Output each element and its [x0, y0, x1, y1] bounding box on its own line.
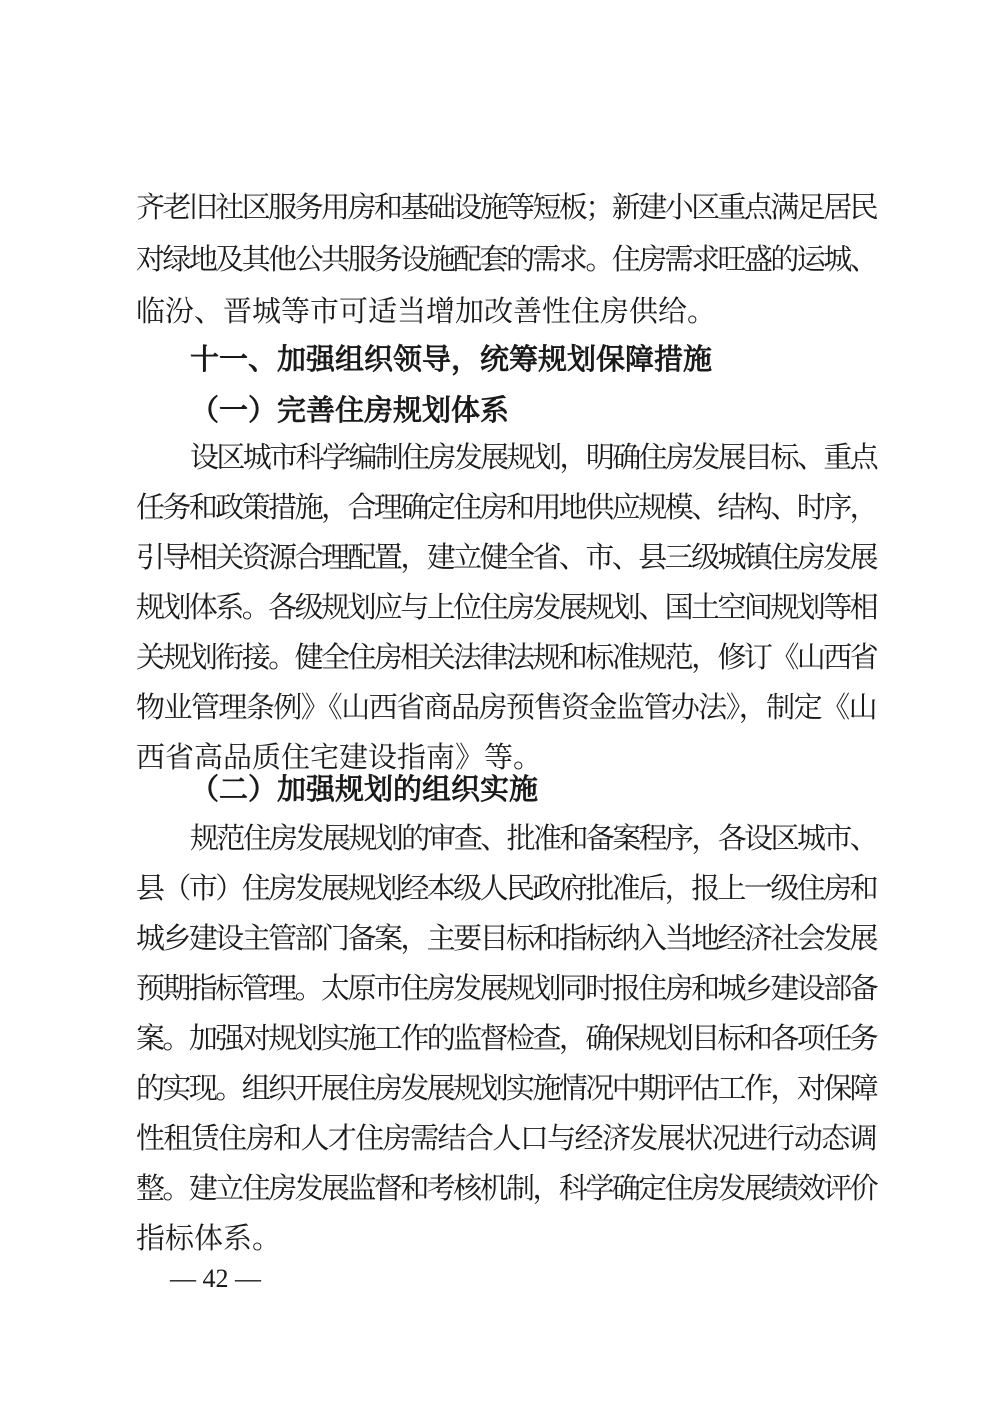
- paragraph-line: 规范住房发展规划的审查、批准和备案程序，各设区城市、: [190, 821, 876, 855]
- section-heading: 十一、加强组织领导，统筹规划保障措施: [190, 342, 713, 376]
- paragraph-line: 整。建立住房发展监督和考核机制，科学确定住房发展绩效评价: [136, 1171, 876, 1205]
- paragraph-line: 城乡建设主管部门备案，主要目标和指标纳入当地经济社会发展: [136, 921, 876, 955]
- paragraph-line: 引导相关资源合理配置，建立健全省、市、县三级城镇住房发展: [136, 540, 876, 574]
- paragraph-line: 对绿地及其他公共服务设施配套的需求。住房需求旺盛的运城、: [136, 242, 876, 276]
- paragraph-line: 临汾、晋城等市可适当增加改善性住房供给。: [136, 294, 717, 328]
- paragraph-line: 案。加强对规划实施工作的监督检查，确保规划目标和各项任务: [136, 1021, 876, 1055]
- page-number: — 42 —: [170, 1264, 261, 1293]
- paragraph-line: 规划体系。各级规划应与上位住房发展规划、国土空间规划等相: [136, 590, 876, 624]
- paragraph-line: 任务和政策措施，合理确定住房和用地供应规模、结构、时序，: [136, 490, 876, 524]
- subsection-heading: （一）完善住房规划体系: [190, 393, 510, 427]
- subsection-heading: （二）加强规划的组织实施: [190, 772, 539, 806]
- paragraph-line: 性租赁住房和人才住房需结合人口与经济发展状况进行动态调: [136, 1121, 876, 1155]
- paragraph-line: 设区城市科学编制住房发展规划，明确住房发展目标、重点: [190, 440, 876, 474]
- paragraph-line: 西省高品质住宅建设指南》等。: [136, 740, 543, 774]
- paragraph-line: 齐老旧社区服务用房和基础设施等短板；新建小区重点满足居民: [136, 190, 876, 224]
- paragraph-line: 预期指标管理。太原市住房发展规划同时报住房和城乡建设部备: [136, 971, 876, 1005]
- paragraph-line: 关规划衔接。健全住房相关法律法规和标准规范，修订《山西省: [136, 640, 876, 674]
- paragraph-line: 物业管理条例》《山西省商品房预售资金监管办法》，制定《山: [136, 690, 876, 724]
- paragraph-line: 指标体系。: [136, 1221, 282, 1255]
- paragraph-line: 的实现。组织开展住房发展规划实施情况中期评估工作，对保障: [136, 1071, 876, 1105]
- paragraph-line: 县（市）住房发展规划经本级人民政府批准后，报上一级住房和: [136, 871, 876, 905]
